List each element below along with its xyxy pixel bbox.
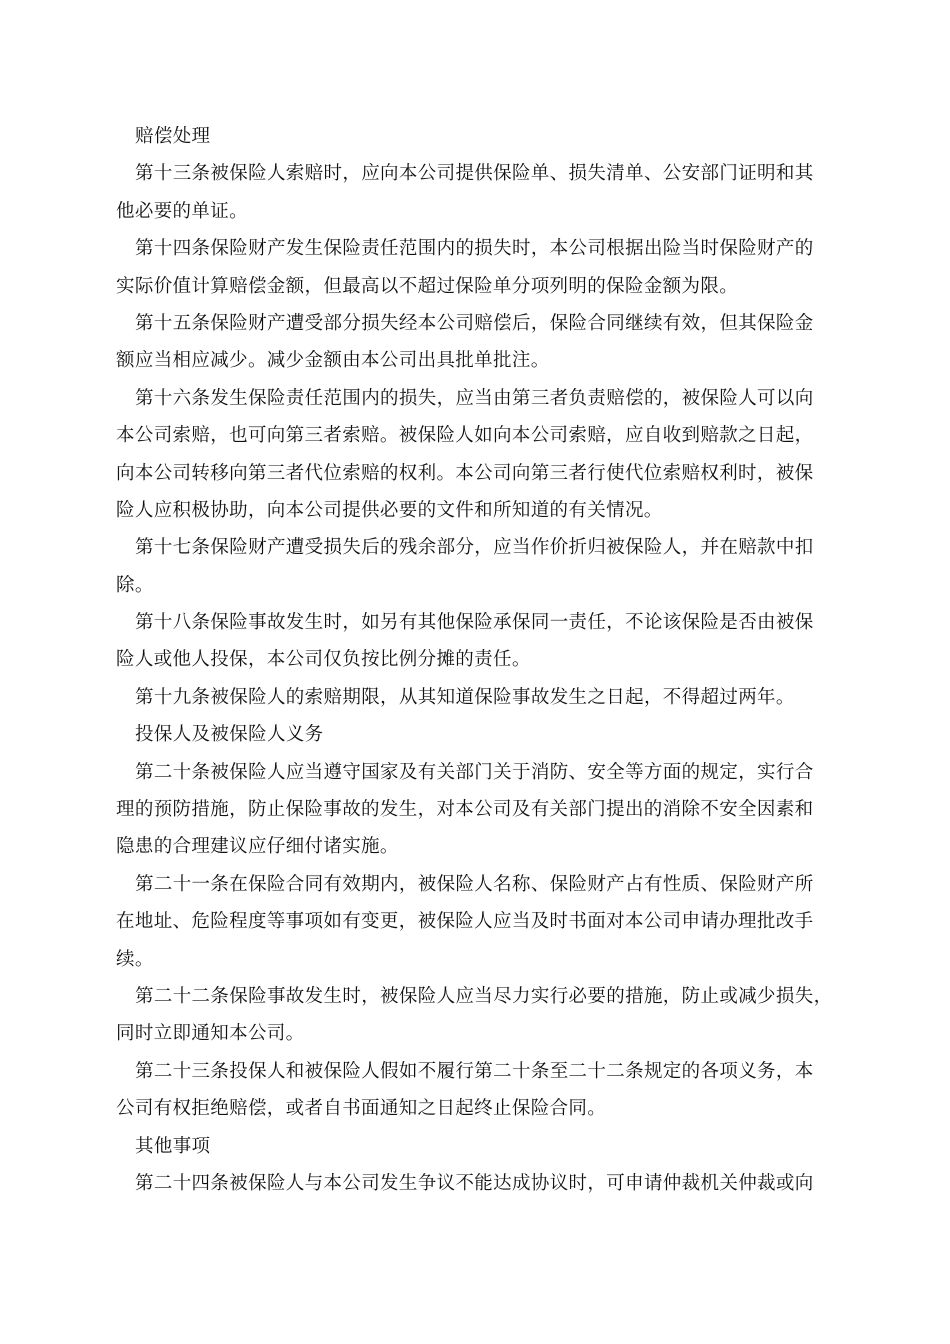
paragraph-line: 第二十一条在保险合同有效期内，被保险人名称、保险财产占有性质、保险财产所 — [135, 873, 814, 895]
document-section — [116, 716, 836, 1127]
paragraph-line: 险人或他人投保，本公司仅负按比例分摊的责任。 — [116, 649, 531, 671]
paragraph-line: 隐患的合理建议应仔细付诸实施。 — [116, 836, 399, 858]
document-body — [116, 118, 836, 1202]
paragraph-line: 同时立即通知本公司。 — [116, 1023, 305, 1045]
clause-paragraph — [116, 155, 836, 230]
paragraph-line: 险人应积极协助，向本公司提供必要的文件和所知道的有关情况。 — [116, 499, 663, 521]
clause-paragraph — [116, 866, 836, 978]
paragraph-line: 公司有权拒绝赔偿，或者自书面通知之日起终止保险合同。 — [116, 1098, 607, 1120]
paragraph-line: 第二十条被保险人应当遵守国家及有关部门关于消防、安全等方面的规定，实行合 — [135, 761, 814, 783]
paragraph-line: 除。 — [116, 574, 154, 596]
paragraph-line: 第十六条发生保险责任范围内的损失，应当由第三者负责赔偿的，被保险人可以向 — [135, 387, 814, 409]
document-section — [116, 1128, 836, 1203]
clause-paragraph — [116, 978, 836, 1053]
clause-paragraph — [116, 754, 836, 866]
clause-paragraph — [116, 679, 836, 716]
paragraph-line: 在地址、危险程度等事项如有变更，被保险人应当及时书面对本公司申请办理批改手 — [116, 911, 814, 933]
clause-paragraph — [116, 230, 836, 305]
clause-paragraph — [116, 380, 836, 530]
clause-paragraph — [116, 1053, 836, 1128]
clause-paragraph — [116, 1165, 836, 1202]
paragraph-line: 第十四条保险财产发生保险责任范围内的损失时，本公司根据出险当时保险财产的 — [135, 238, 814, 260]
paragraph-line: 额应当相应减少。减少金额由本公司出具批单批注。 — [116, 350, 550, 372]
paragraph-line: 第二十三条投保人和被保险人假如不履行第二十条至二十二条规定的各项义务，本 — [135, 1060, 814, 1082]
section-heading: 其他事项 — [135, 1135, 211, 1157]
document-section — [116, 118, 836, 716]
paragraph-line: 实际价值计算赔偿金额，但最高以不超过保险单分项列明的保险金额为限。 — [116, 275, 739, 297]
paragraph-line: 第二十二条保险事故发生时，被保险人应当尽力实行必要的措施，防止或减少损失， — [135, 985, 833, 1007]
clause-paragraph — [116, 604, 836, 679]
paragraph-line: 他必要的单证。 — [116, 200, 248, 222]
paragraph-line: 第十七条保险财产遭受损失后的残余部分，应当作价折归被保险人，并在赔款中扣 — [135, 537, 814, 559]
section-heading: 投保人及被保险人义务 — [135, 724, 324, 746]
section-heading: 赔偿处理 — [135, 126, 211, 147]
paragraph-line: 本公司索赔，也可向第三者索赔。被保险人如向本公司索赔，应自收到赔款之日起， — [116, 425, 814, 447]
paragraph-line: 向本公司转移向第三者代位索赔的权利。本公司向第三者行使代位索赔权利时，被保 — [116, 462, 814, 484]
paragraph-line: 续。 — [116, 948, 154, 970]
clause-paragraph — [116, 305, 836, 380]
paragraph-line: 第十五条保险财产遭受部分损失经本公司赔偿后，保险合同继续有效，但其保险金 — [135, 312, 814, 334]
paragraph-line: 第十八条保险事故发生时，如另有其他保险承保同一责任，不论该保险是否由被保 — [135, 612, 814, 634]
paragraph-line: 第十九条被保险人的索赔期限，从其知道保险事故发生之日起，不得超过两年。 — [135, 686, 795, 708]
paragraph-line: 第十三条被保险人索赔时，应向本公司提供保险单、损失清单、公安部门证明和其 — [135, 163, 814, 185]
clause-paragraph — [116, 529, 836, 604]
paragraph-line: 第二十四条被保险人与本公司发生争议不能达成协议时，可申请仲裁机关仲裁或向 — [135, 1172, 814, 1194]
paragraph-line: 理的预防措施，防止保险事故的发生，对本公司及有关部门提出的消除不安全因素和 — [116, 799, 814, 821]
